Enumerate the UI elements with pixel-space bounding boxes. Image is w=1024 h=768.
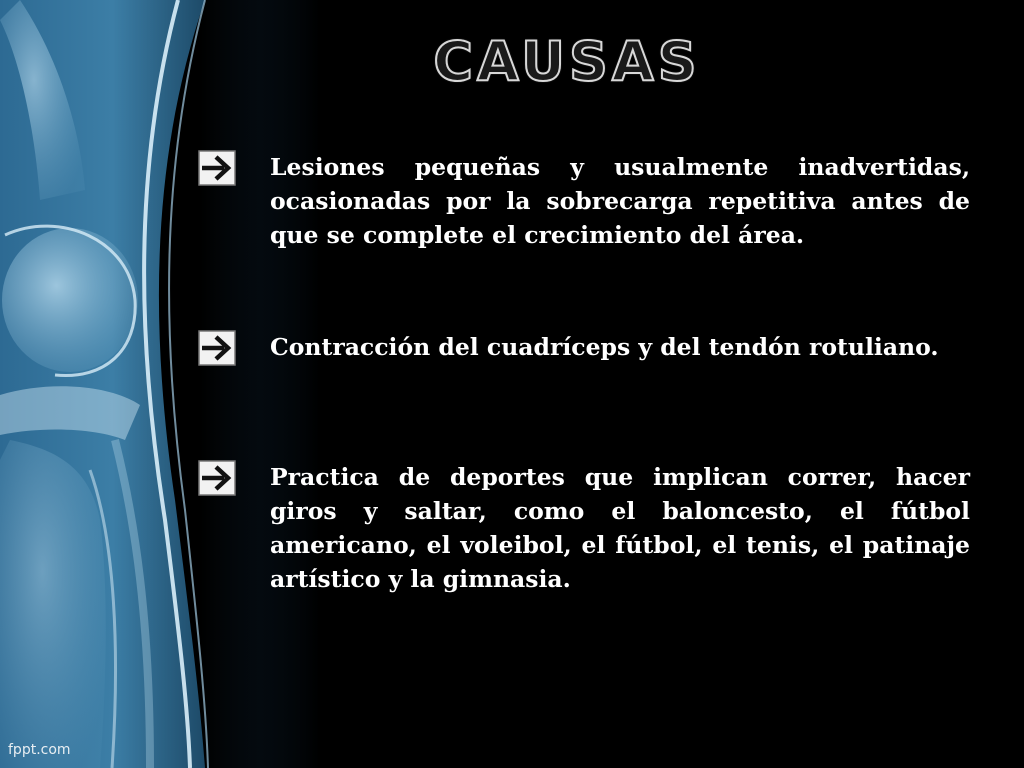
- arrow-right-icon: [198, 330, 236, 366]
- arrow-right-icon: [198, 460, 236, 496]
- bullet-item: [198, 150, 970, 252]
- bullet-item: [198, 460, 970, 596]
- slide-title: CAUSAS: [433, 30, 701, 93]
- bullet-text: Practica de deportes que implican correr, hacer giros y saltar, como el baloncesto, el fútbol americano, el voleibol, el fútbol, el tenis, el patinaje artístico y la gimnasia.: [270, 463, 970, 593]
- bullet-text: Contracción del cuadríceps y del tendón rotuliano.: [270, 333, 939, 361]
- arrow-right-icon: [198, 150, 236, 186]
- bullet-item: [198, 330, 970, 364]
- footer-brand: fppt.com: [8, 742, 71, 758]
- bullet-text: Lesiones pequeñas y usualmente inadvertidas, ocasionadas por la sobrecarga repetitiva antes de que se complete el crecimiento del área.: [270, 153, 970, 249]
